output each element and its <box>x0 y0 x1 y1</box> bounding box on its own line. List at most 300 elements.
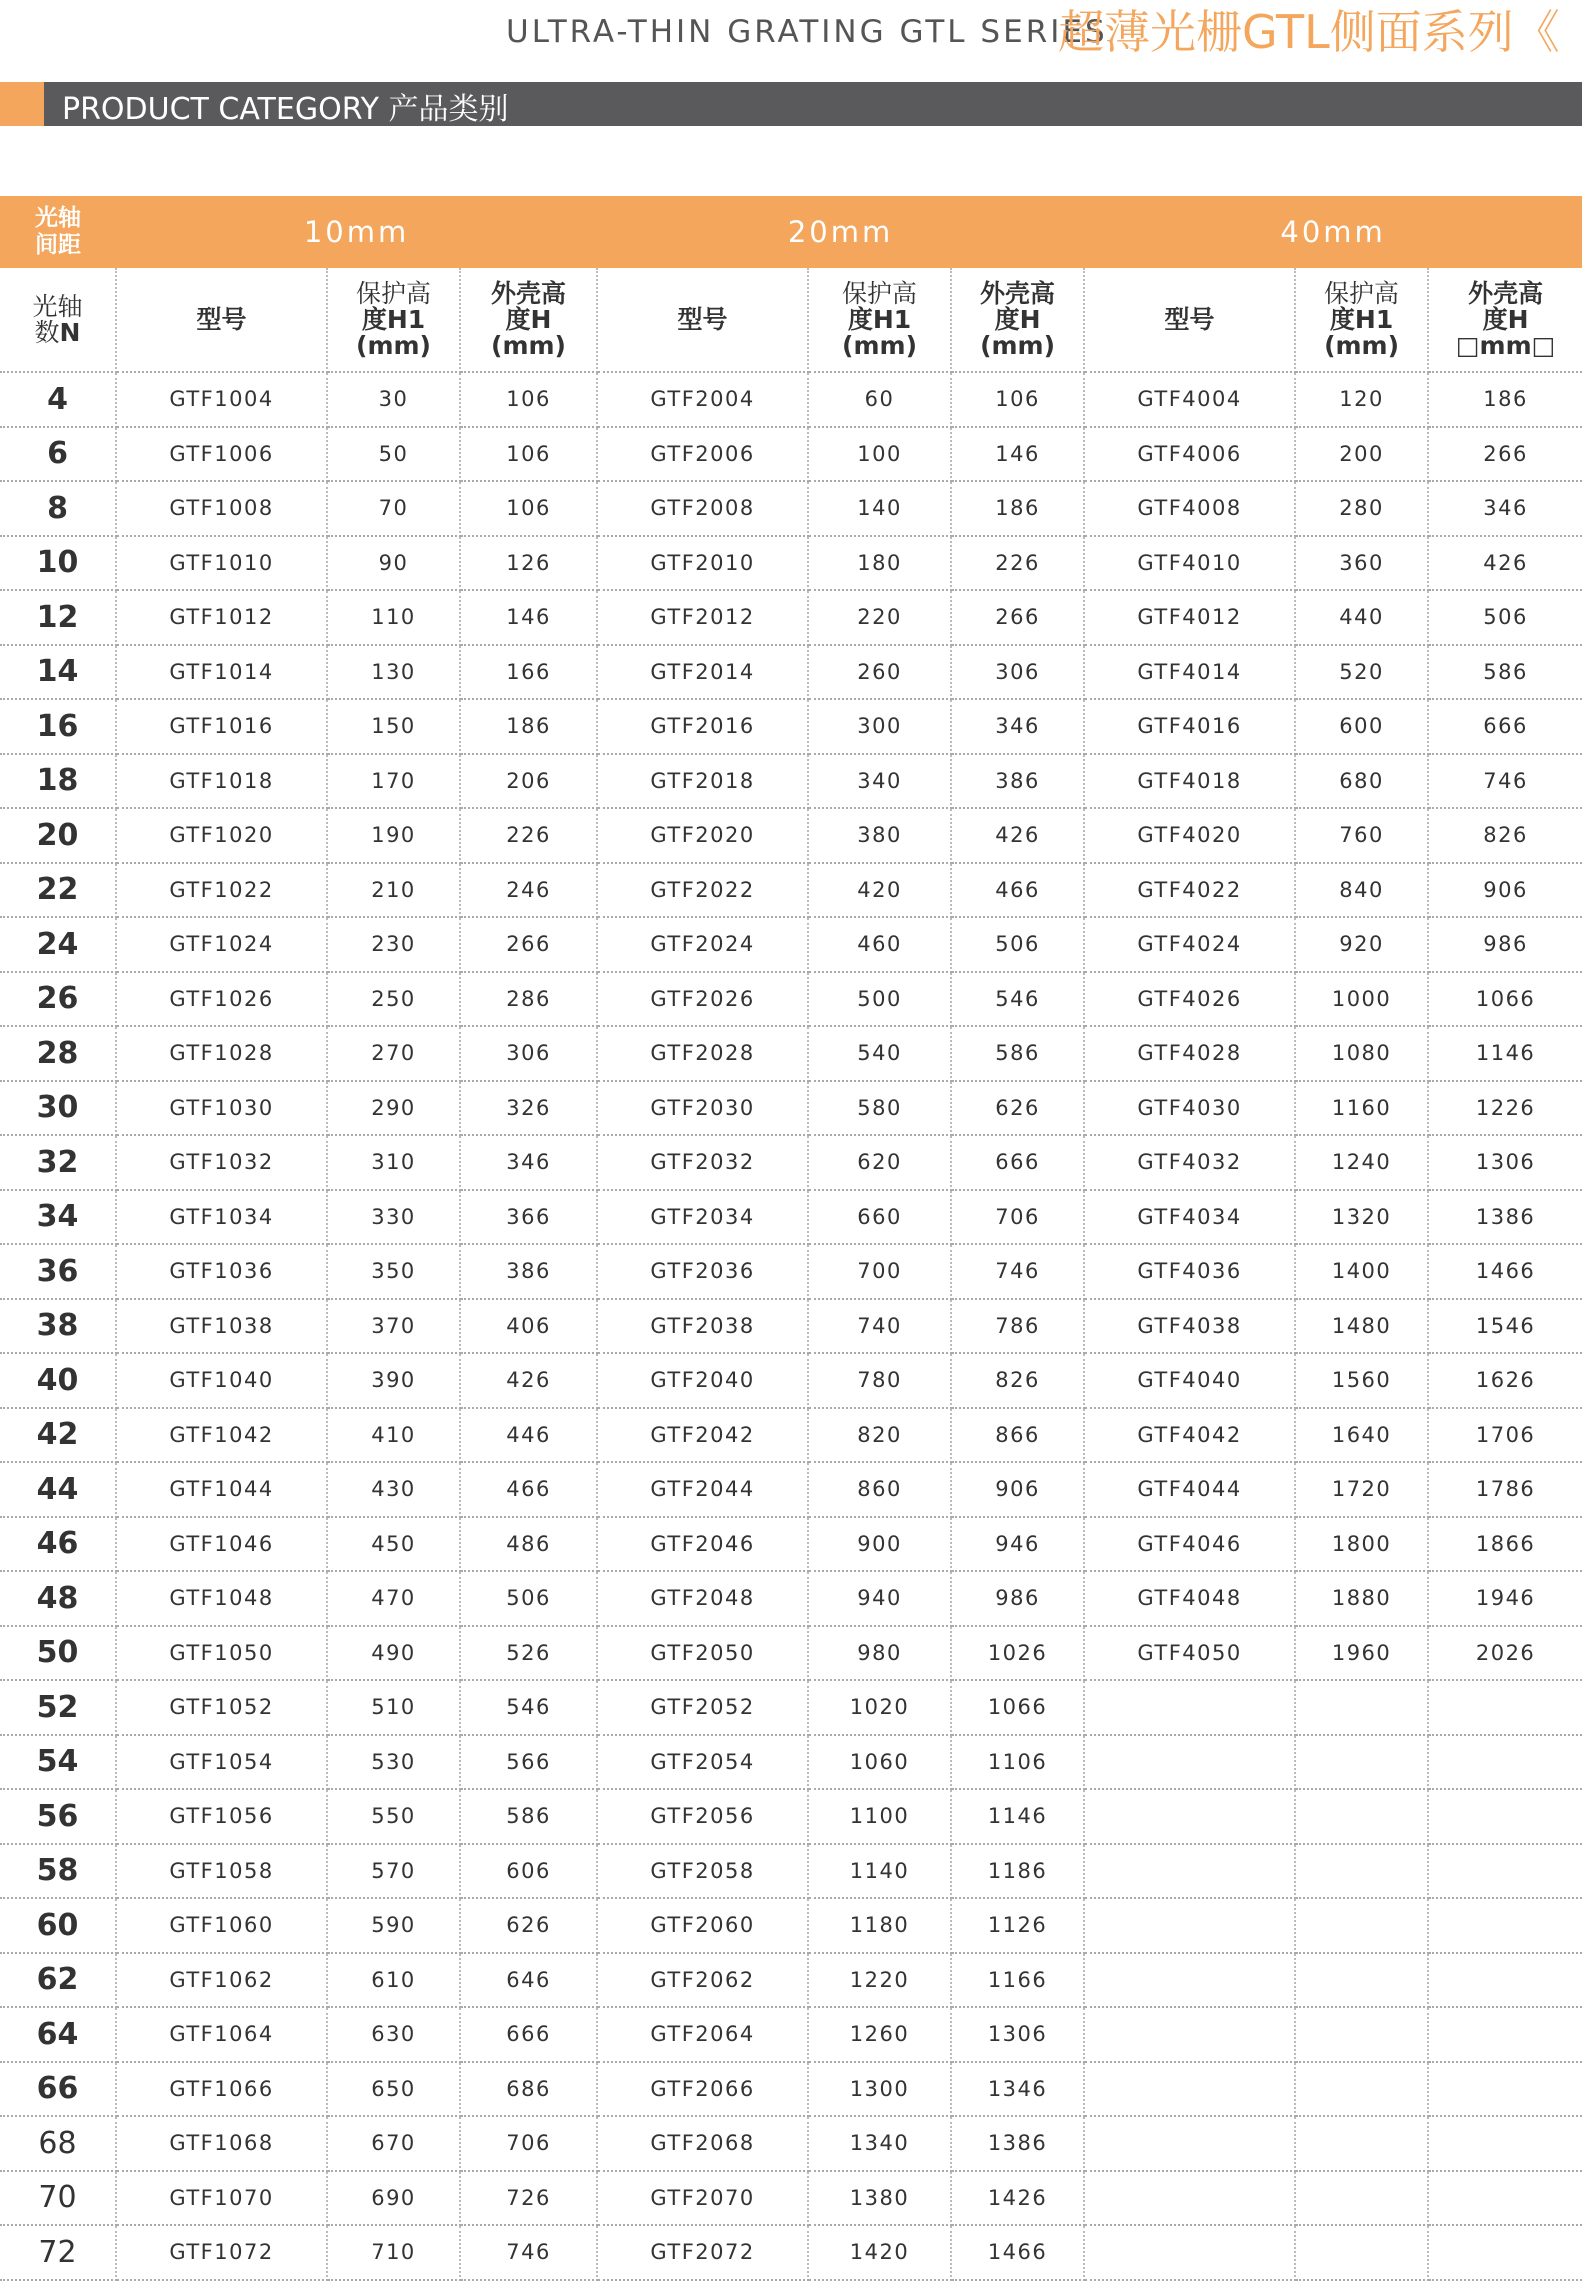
cell-h1-40: 840 <box>1295 863 1428 918</box>
cell-h-40 <box>1428 1898 1582 1953</box>
group-40mm: 40mm <box>1084 196 1582 268</box>
cell-h-20: 426 <box>951 808 1084 863</box>
cell-model-20: GTF2054 <box>597 1735 808 1790</box>
cell-h1-20: 1180 <box>808 1898 951 1953</box>
cell-h1-20: 580 <box>808 1081 951 1136</box>
cell-axis-count: 64 <box>0 2007 116 2062</box>
cell-h1-10: 590 <box>327 1898 460 1953</box>
table-row <box>0 1244 1582 1299</box>
cell-h1-20: 1060 <box>808 1735 951 1790</box>
cell-model-40 <box>1084 1844 1295 1899</box>
cell-model-20: GTF2038 <box>597 1299 808 1354</box>
cell-model-40: GTF4018 <box>1084 754 1295 809</box>
cell-h1-10: 690 <box>327 2171 460 2226</box>
cell-model-20: GTF2062 <box>597 1953 808 2008</box>
cell-h-20: 546 <box>951 972 1084 1027</box>
cell-h-20: 1386 <box>951 2116 1084 2171</box>
cell-h-20: 586 <box>951 1026 1084 1081</box>
cell-h1-40: 280 <box>1295 481 1428 536</box>
cell-model-40: GTF4044 <box>1084 1462 1295 1517</box>
cell-h-10: 746 <box>460 2225 597 2280</box>
cell-model-40: GTF4014 <box>1084 645 1295 700</box>
cell-h-20: 1106 <box>951 1735 1084 1790</box>
cell-h1-40: 360 <box>1295 536 1428 591</box>
cell-h-20: 506 <box>951 917 1084 972</box>
cell-model-20: GTF2018 <box>597 754 808 809</box>
cell-h-10: 366 <box>460 1190 597 1245</box>
cell-model-40 <box>1084 2007 1295 2062</box>
cell-h1-20: 1380 <box>808 2171 951 2226</box>
cell-h-40: 1466 <box>1428 1244 1582 1299</box>
cell-axis-count: 10 <box>0 536 116 591</box>
cell-model-10: GTF1048 <box>116 1571 327 1626</box>
cell-h1-20: 540 <box>808 1026 951 1081</box>
cell-h-20: 1166 <box>951 1953 1084 2008</box>
cell-h-20: 1126 <box>951 1898 1084 1953</box>
cell-h-10: 726 <box>460 2171 597 2226</box>
cell-model-10: GTF1030 <box>116 1081 327 1136</box>
cell-h1-10: 110 <box>327 590 460 645</box>
cell-h-10: 606 <box>460 1844 597 1899</box>
cell-h1-10: 350 <box>327 1244 460 1299</box>
cell-h-10: 106 <box>460 481 597 536</box>
cell-model-10: GTF1014 <box>116 645 327 700</box>
cell-h1-20: 1220 <box>808 1953 951 2008</box>
h-header-20-l2: 度H <box>994 304 1041 334</box>
table-row <box>0 1571 1582 1626</box>
h-header-40 <box>1428 268 1582 372</box>
header-row-distance <box>0 196 1582 268</box>
h-header-20-l1: 外壳高 <box>980 278 1056 308</box>
cell-model-10: GTF1028 <box>116 1026 327 1081</box>
cell-h1-10: 250 <box>327 972 460 1027</box>
cell-h-10: 226 <box>460 808 597 863</box>
cell-h-40: 586 <box>1428 645 1582 700</box>
cell-model-10: GTF1044 <box>116 1462 327 1517</box>
table-row <box>0 754 1582 809</box>
cell-h1-20: 780 <box>808 1353 951 1408</box>
cell-h-40 <box>1428 2225 1582 2280</box>
cell-model-40: GTF4004 <box>1084 372 1295 427</box>
cell-h1-20: 100 <box>808 427 951 482</box>
cell-h-20: 1466 <box>951 2225 1084 2280</box>
h-header-20-l3: (mm) <box>980 330 1056 360</box>
cell-model-10: GTF1064 <box>116 2007 327 2062</box>
cell-model-10: GTF1066 <box>116 2062 327 2117</box>
cell-model-40: GTF4006 <box>1084 427 1295 482</box>
cell-model-10: GTF1046 <box>116 1517 327 1572</box>
cell-h-20: 1026 <box>951 1626 1084 1681</box>
h1-header-40-l2: 度H1 <box>1329 304 1394 334</box>
cell-h1-20: 620 <box>808 1135 951 1190</box>
category-title: PRODUCT CATEGORY 产品类别 <box>62 92 509 127</box>
table-row <box>0 2225 1582 2280</box>
cell-h-20: 666 <box>951 1135 1084 1190</box>
cell-h1-10: 30 <box>327 372 460 427</box>
cell-h1-20: 860 <box>808 1462 951 1517</box>
table-row <box>0 699 1582 754</box>
cell-model-10: GTF1016 <box>116 699 327 754</box>
cell-h-10: 526 <box>460 1626 597 1681</box>
cell-h-40 <box>1428 1953 1582 2008</box>
cell-model-40: GTF4042 <box>1084 1408 1295 1463</box>
cell-h1-10: 90 <box>327 536 460 591</box>
cell-model-10: GTF1032 <box>116 1135 327 1190</box>
cell-model-40 <box>1084 1898 1295 1953</box>
cell-model-40: GTF4040 <box>1084 1353 1295 1408</box>
cell-axis-count: 44 <box>0 1462 116 1517</box>
axis-count-n: N <box>59 317 81 347</box>
cell-model-20: GTF2004 <box>597 372 808 427</box>
table-row <box>0 1353 1582 1408</box>
cell-model-20: GTF2064 <box>597 2007 808 2062</box>
cell-model-10: GTF1072 <box>116 2225 327 2280</box>
cell-model-20: GTF2034 <box>597 1190 808 1245</box>
cell-h1-20: 1300 <box>808 2062 951 2117</box>
cell-axis-count: 56 <box>0 1789 116 1844</box>
table-row <box>0 1299 1582 1354</box>
cell-h1-10: 510 <box>327 1680 460 1735</box>
cell-h1-40: 1880 <box>1295 1571 1428 1626</box>
cell-h1-20: 140 <box>808 481 951 536</box>
cell-model-10: GTF1008 <box>116 481 327 536</box>
cell-axis-count: 48 <box>0 1571 116 1626</box>
cell-model-10: GTF1060 <box>116 1898 327 1953</box>
cell-model-20: GTF2068 <box>597 2116 808 2171</box>
cell-model-20: GTF2042 <box>597 1408 808 1463</box>
table-row <box>0 808 1582 863</box>
cell-h-10: 446 <box>460 1408 597 1463</box>
cell-h-10: 106 <box>460 427 597 482</box>
cell-h-40: 506 <box>1428 590 1582 645</box>
table-row <box>0 372 1582 427</box>
cell-h-20: 746 <box>951 1244 1084 1299</box>
cell-h-20: 626 <box>951 1081 1084 1136</box>
cell-h1-40 <box>1295 2171 1428 2226</box>
cell-h-20: 866 <box>951 1408 1084 1463</box>
cell-model-40: GTF4028 <box>1084 1026 1295 1081</box>
table-row <box>0 2171 1582 2226</box>
cell-h-10: 286 <box>460 972 597 1027</box>
cell-h-20: 146 <box>951 427 1084 482</box>
table-row <box>0 645 1582 700</box>
cell-axis-count: 14 <box>0 645 116 700</box>
cell-h-20: 466 <box>951 863 1084 918</box>
cell-h1-40: 1800 <box>1295 1517 1428 1572</box>
page-header <box>0 0 1582 72</box>
cell-model-10: GTF1026 <box>116 972 327 1027</box>
cell-model-20: GTF2056 <box>597 1789 808 1844</box>
cell-axis-count: 36 <box>0 1244 116 1299</box>
cell-model-40 <box>1084 1680 1295 1735</box>
h-header-10-l1: 外壳高 <box>491 278 567 308</box>
cell-h1-20: 1340 <box>808 2116 951 2171</box>
table-row <box>0 1789 1582 1844</box>
cell-model-40: GTF4036 <box>1084 1244 1295 1299</box>
h1-header-20-l3: (mm) <box>842 330 917 360</box>
cell-model-20: GTF2022 <box>597 863 808 918</box>
h1-header-20-l1: 保护高 <box>842 278 918 308</box>
cell-h1-10: 670 <box>327 2116 460 2171</box>
cell-model-40: GTF4008 <box>1084 481 1295 536</box>
table-row <box>0 590 1582 645</box>
cell-h1-20: 1260 <box>808 2007 951 2062</box>
cell-model-40 <box>1084 2225 1295 2280</box>
cell-model-10: GTF1050 <box>116 1626 327 1681</box>
cell-h-40 <box>1428 2116 1582 2171</box>
cell-h1-20: 220 <box>808 590 951 645</box>
cell-model-10: GTF1012 <box>116 590 327 645</box>
cell-h-40: 1306 <box>1428 1135 1582 1190</box>
cell-model-40 <box>1084 1953 1295 2008</box>
cell-h1-20: 460 <box>808 917 951 972</box>
cell-h-10: 326 <box>460 1081 597 1136</box>
cell-h1-10: 210 <box>327 863 460 918</box>
cell-h-40: 826 <box>1428 808 1582 863</box>
cell-model-40 <box>1084 1735 1295 1790</box>
cell-h1-40 <box>1295 2062 1428 2117</box>
cell-h-10: 106 <box>460 372 597 427</box>
cell-h-10: 686 <box>460 2062 597 2117</box>
cell-h-10: 186 <box>460 699 597 754</box>
axis-distance-label-line2: 间距 <box>35 232 81 258</box>
cell-h1-40: 1480 <box>1295 1299 1428 1354</box>
cell-h1-10: 290 <box>327 1081 460 1136</box>
cell-axis-count: 50 <box>0 1626 116 1681</box>
cell-h1-10: 310 <box>327 1135 460 1190</box>
cell-h1-20: 1100 <box>808 1789 951 1844</box>
cell-h-20: 986 <box>951 1571 1084 1626</box>
cell-model-10: GTF1070 <box>116 2171 327 2226</box>
cell-model-20: GTF2020 <box>597 808 808 863</box>
cell-model-40 <box>1084 2116 1295 2171</box>
cell-h1-40: 1160 <box>1295 1081 1428 1136</box>
cell-model-20: GTF2048 <box>597 1571 808 1626</box>
cell-h-10: 666 <box>460 2007 597 2062</box>
h1-header-10 <box>327 268 460 372</box>
axis-count-header <box>0 268 116 372</box>
cell-model-40 <box>1084 2062 1295 2117</box>
cell-model-40: GTF4024 <box>1084 917 1295 972</box>
cell-axis-count: 24 <box>0 917 116 972</box>
cell-h1-40: 920 <box>1295 917 1428 972</box>
cell-h1-10: 430 <box>327 1462 460 1517</box>
cell-h-40: 906 <box>1428 863 1582 918</box>
cell-h1-10: 150 <box>327 699 460 754</box>
h-header-20 <box>951 268 1084 372</box>
h-header-40-l2: 度H <box>1482 304 1529 334</box>
cell-h1-40 <box>1295 1680 1428 1735</box>
cell-h1-40: 1080 <box>1295 1026 1428 1081</box>
cell-h-40: 1226 <box>1428 1081 1582 1136</box>
cell-axis-count: 18 <box>0 754 116 809</box>
table-row <box>0 1844 1582 1899</box>
cell-h-40 <box>1428 1735 1582 1790</box>
cell-h1-40: 520 <box>1295 645 1428 700</box>
cell-model-20: GTF2066 <box>597 2062 808 2117</box>
cell-axis-count: 38 <box>0 1299 116 1354</box>
cell-axis-count: 66 <box>0 2062 116 2117</box>
model-header-10: 型号 <box>116 268 327 372</box>
cell-h-10: 166 <box>460 645 597 700</box>
cell-model-40: GTF4038 <box>1084 1299 1295 1354</box>
cell-axis-count: 4 <box>0 372 116 427</box>
cell-h1-20: 260 <box>808 645 951 700</box>
category-accent <box>0 82 44 126</box>
table-row <box>0 1081 1582 1136</box>
cell-axis-count: 6 <box>0 427 116 482</box>
cell-h-20: 826 <box>951 1353 1084 1408</box>
cell-h1-20: 340 <box>808 754 951 809</box>
cell-model-20: GTF2030 <box>597 1081 808 1136</box>
cell-model-20: GTF2006 <box>597 427 808 482</box>
cell-model-40: GTF4020 <box>1084 808 1295 863</box>
cell-h1-10: 630 <box>327 2007 460 2062</box>
cell-axis-count: 46 <box>0 1517 116 1572</box>
cell-h1-10: 530 <box>327 1735 460 1790</box>
cell-axis-count: 8 <box>0 481 116 536</box>
h-header-10-l2: 度H <box>505 304 552 334</box>
cell-h1-10: 130 <box>327 645 460 700</box>
cell-model-10: GTF1068 <box>116 2116 327 2171</box>
cell-h1-10: 490 <box>327 1626 460 1681</box>
h1-header-20-l2: 度H1 <box>847 304 912 334</box>
cell-h-10: 546 <box>460 1680 597 1735</box>
cell-model-40: GTF4034 <box>1084 1190 1295 1245</box>
cell-model-10: GTF1010 <box>116 536 327 591</box>
table-row <box>0 1408 1582 1463</box>
cell-h1-20: 900 <box>808 1517 951 1572</box>
model-header-40: 型号 <box>1084 268 1295 372</box>
cell-h-10: 406 <box>460 1299 597 1354</box>
cell-h1-40: 120 <box>1295 372 1428 427</box>
table-row <box>0 917 1582 972</box>
cell-h-20: 306 <box>951 645 1084 700</box>
cell-h-20: 786 <box>951 1299 1084 1354</box>
table-row <box>0 1626 1582 1681</box>
cell-h-20: 386 <box>951 754 1084 809</box>
group-20mm: 20mm <box>597 196 1084 268</box>
table-body <box>0 372 1582 2280</box>
cell-model-10: GTF1036 <box>116 1244 327 1299</box>
cell-h-20: 346 <box>951 699 1084 754</box>
cell-h1-20: 980 <box>808 1626 951 1681</box>
cell-h-10: 706 <box>460 2116 597 2171</box>
cell-model-10: GTF1024 <box>116 917 327 972</box>
cell-h-10: 646 <box>460 1953 597 2008</box>
table-row <box>0 1026 1582 1081</box>
axis-count-line1: 光轴 <box>32 291 83 321</box>
cell-model-20: GTF2046 <box>597 1517 808 1572</box>
cell-h-40: 666 <box>1428 699 1582 754</box>
cell-axis-count: 68 <box>0 2116 116 2171</box>
product-spec-table <box>0 196 1582 2281</box>
cell-h-40: 346 <box>1428 481 1582 536</box>
cell-model-10: GTF1062 <box>116 1953 327 2008</box>
cell-h-40 <box>1428 2062 1582 2117</box>
cell-model-20: GTF2036 <box>597 1244 808 1299</box>
cell-h-40: 1146 <box>1428 1026 1582 1081</box>
cell-h-20: 1186 <box>951 1844 1084 1899</box>
cell-h-10: 586 <box>460 1789 597 1844</box>
cell-model-20: GTF2040 <box>597 1353 808 1408</box>
series-title-en: ULTRA-THIN GRATING GTL SERIES <box>506 14 1108 50</box>
cell-axis-count: 32 <box>0 1135 116 1190</box>
cell-h-10: 306 <box>460 1026 597 1081</box>
axis-count-line2 <box>0 317 115 347</box>
cell-h-20: 1066 <box>951 1680 1084 1735</box>
cell-axis-count: 58 <box>0 1844 116 1899</box>
cell-model-20: GTF2032 <box>597 1135 808 1190</box>
cell-axis-count: 52 <box>0 1680 116 1735</box>
cell-h1-10: 230 <box>327 917 460 972</box>
cell-h-10: 506 <box>460 1571 597 1626</box>
cell-h-10: 386 <box>460 1244 597 1299</box>
cell-axis-count: 72 <box>0 2225 116 2280</box>
cell-model-40: GTF4016 <box>1084 699 1295 754</box>
cell-h1-40 <box>1295 2007 1428 2062</box>
cell-model-40: GTF4050 <box>1084 1626 1295 1681</box>
cell-model-10: GTF1052 <box>116 1680 327 1735</box>
cell-model-20: GTF2072 <box>597 2225 808 2280</box>
cell-h-10: 206 <box>460 754 597 809</box>
cell-model-40: GTF4012 <box>1084 590 1295 645</box>
cell-h1-20: 380 <box>808 808 951 863</box>
cell-model-40 <box>1084 2171 1295 2226</box>
axis-distance-label-line1: 光轴 <box>35 205 81 231</box>
cell-h-10: 246 <box>460 863 597 918</box>
cell-axis-count: 34 <box>0 1190 116 1245</box>
cell-h-20: 186 <box>951 481 1084 536</box>
h-header-40-l3: □mm□ <box>1455 330 1556 360</box>
cell-model-10: GTF1006 <box>116 427 327 482</box>
model-header-20: 型号 <box>597 268 808 372</box>
cell-model-40: GTF4010 <box>1084 536 1295 591</box>
h-header-10 <box>460 268 597 372</box>
cell-model-20: GTF2026 <box>597 972 808 1027</box>
cell-h1-20: 1020 <box>808 1680 951 1735</box>
cell-h-40 <box>1428 1680 1582 1735</box>
cell-h-20: 226 <box>951 536 1084 591</box>
cell-h1-40 <box>1295 1735 1428 1790</box>
cell-h1-10: 50 <box>327 427 460 482</box>
cell-model-10: GTF1054 <box>116 1735 327 1790</box>
cell-h-20: 106 <box>951 372 1084 427</box>
cell-h-10: 566 <box>460 1735 597 1790</box>
cell-model-20: GTF2008 <box>597 481 808 536</box>
cell-h-20: 1306 <box>951 2007 1084 2062</box>
cell-axis-count: 60 <box>0 1898 116 1953</box>
cell-h-40: 266 <box>1428 427 1582 482</box>
cell-h-10: 126 <box>460 536 597 591</box>
cell-h1-10: 610 <box>327 1953 460 2008</box>
table-row <box>0 2007 1582 2062</box>
table-row <box>0 863 1582 918</box>
cell-axis-count: 40 <box>0 1353 116 1408</box>
table-row <box>0 536 1582 591</box>
table-row <box>0 427 1582 482</box>
cell-model-10: GTF1018 <box>116 754 327 809</box>
cell-axis-count: 54 <box>0 1735 116 1790</box>
h1-header-10-l2: 度H1 <box>361 304 426 334</box>
cell-h-20: 706 <box>951 1190 1084 1245</box>
cell-axis-count: 16 <box>0 699 116 754</box>
cell-h1-20: 420 <box>808 863 951 918</box>
cell-h-40 <box>1428 2171 1582 2226</box>
cell-h1-20: 500 <box>808 972 951 1027</box>
table-row <box>0 1517 1582 1572</box>
cell-model-10: GTF1034 <box>116 1190 327 1245</box>
